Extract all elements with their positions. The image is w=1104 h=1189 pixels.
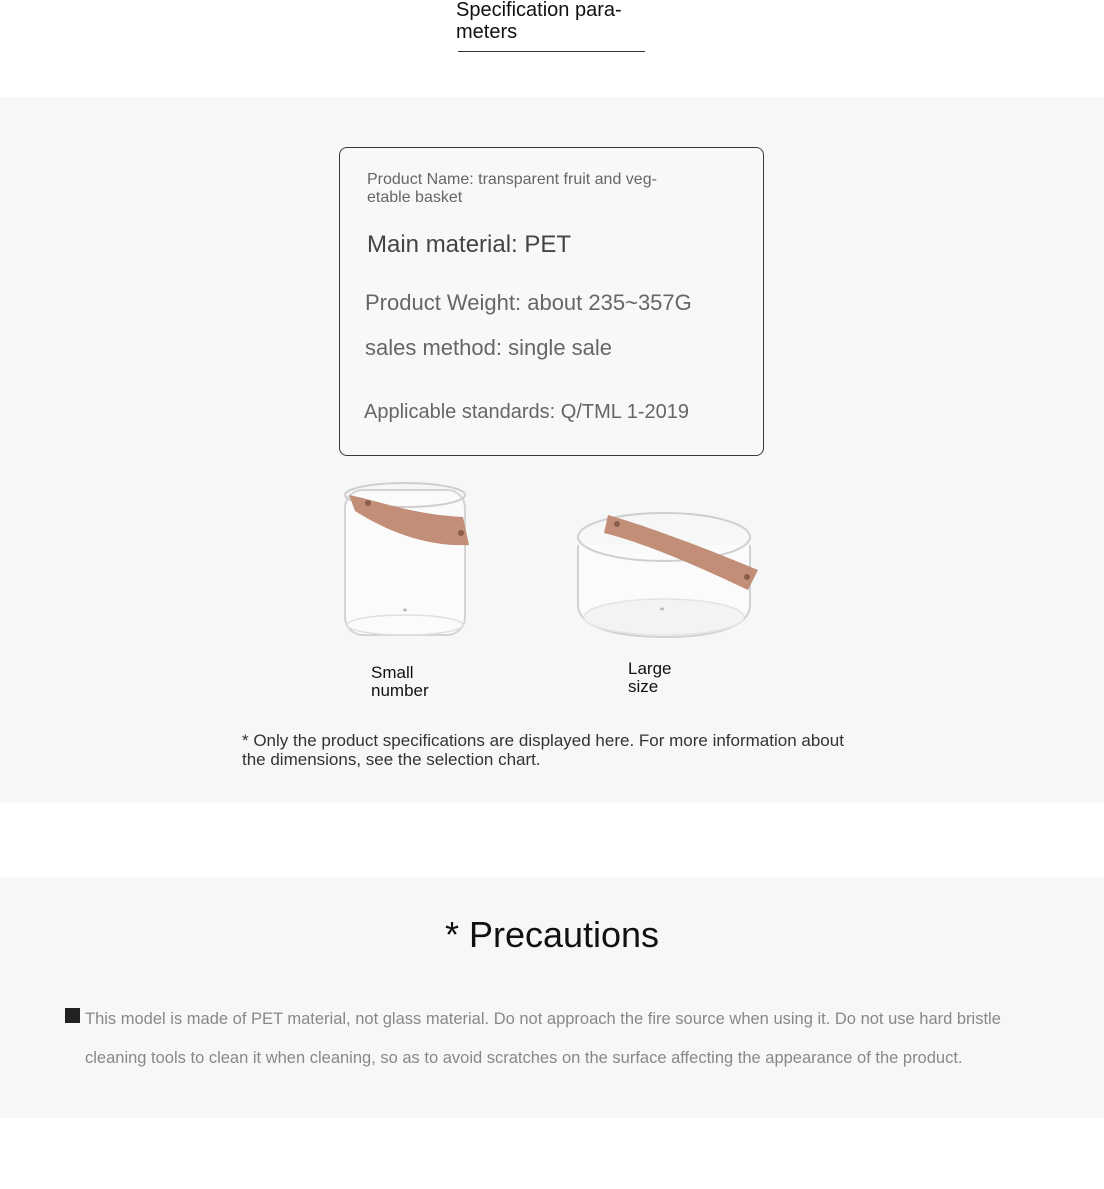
sales-method-text: sales method: single sale (365, 335, 613, 360)
small-size-label: Small number (371, 663, 429, 700)
precautions-text: This model is made of PET material, not glass material. Do not approach the fire source when using it. Do not use hard bristle cleaning tools to clean it when cleaning, so as to avoid scratches on the surface affecting the appearance of the product. (85, 1010, 1001, 1067)
main-material-text: Main material: PET (367, 231, 572, 258)
large-basket-image (570, 505, 765, 645)
applicable-standards-text: Applicable standards: Q/TML 1-2019 (364, 401, 689, 423)
product-name-text: Product Name: transparent fruit and veg- etable basket (367, 171, 657, 206)
spec-section-title: Specification para- meters (456, 0, 622, 43)
bullet-square-icon (65, 1008, 80, 1023)
large-size-label: Large size (628, 659, 672, 696)
spec-note: * Only the product specifications are displayed here. For more information about the dimensions, see the selection chart. (242, 731, 844, 769)
small-basket-image (335, 475, 480, 640)
product-weight-text: Product Weight: about 235~357G (365, 290, 692, 315)
precautions-title: * Precautions (444, 914, 660, 955)
title-underline (458, 51, 645, 52)
